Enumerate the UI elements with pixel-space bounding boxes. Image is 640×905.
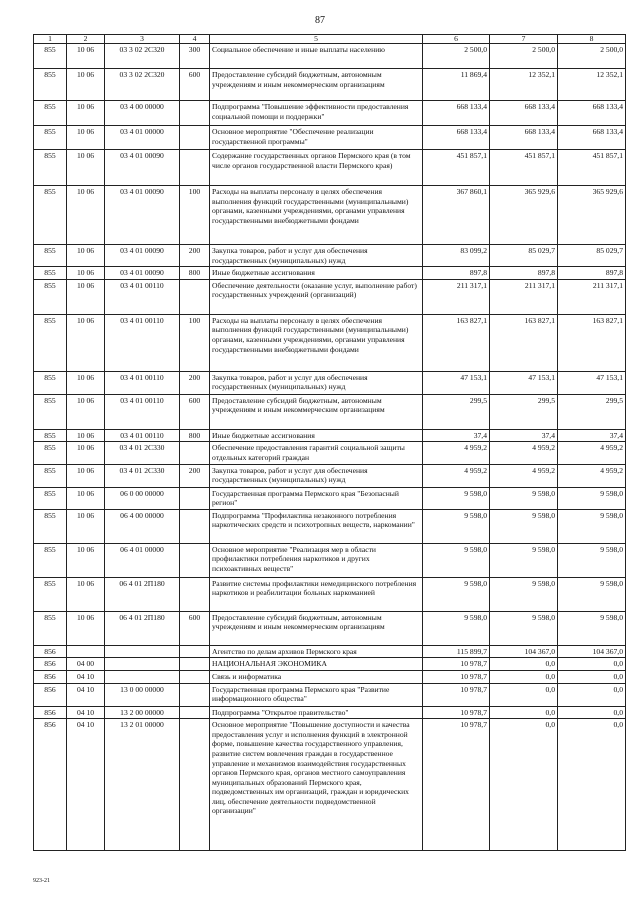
amount-col7-cell: 85 029,7 [490, 245, 558, 267]
table-row [34, 126, 626, 150]
expense-type-cell [180, 719, 210, 851]
target-article-cell: 03 4 01 2С330 [105, 464, 180, 487]
expense-type-cell: 300 [180, 44, 210, 69]
agency-code-cell: 855 [34, 611, 67, 645]
section-code-cell: 10 06 [67, 577, 105, 611]
section-code-cell: 10 06 [67, 186, 105, 245]
table-row [34, 371, 626, 394]
target-article-cell: 03 4 00 00000 [105, 101, 180, 126]
table-row [34, 186, 626, 245]
agency-code-cell: 855 [34, 314, 67, 371]
description-cell: Расходы на выплаты персоналу в целях обеспечения выполнения функций государственными (муниципальными) органами, казенными учреждениями, органами управления государственными внебюджетными фондами [210, 314, 423, 371]
agency-code-cell: 855 [34, 245, 67, 267]
description-cell: Предоставление субсидий бюджетным, автономным учреждениям и иным некоммерческим организациям [210, 611, 423, 645]
agency-code-cell: 855 [34, 150, 67, 186]
amount-col7-cell: 299,5 [490, 394, 558, 429]
amount-col7-cell: 9 598,0 [490, 543, 558, 577]
section-code-cell: 10 06 [67, 126, 105, 150]
amount-col7-cell: 2 500,0 [490, 44, 558, 69]
target-article-cell: 03 4 01 00110 [105, 371, 180, 394]
amount-col8-cell: 37,4 [558, 429, 626, 442]
footer-code: 923-21 [33, 878, 50, 884]
expense-type-cell [180, 150, 210, 186]
section-code-cell: 10 06 [67, 150, 105, 186]
description-cell: Обеспечение предоставления гарантий социальной защиты отдельных категорий граждан [210, 442, 423, 464]
amount-col8-cell: 0,0 [558, 658, 626, 671]
description-cell: Агентство по делам архивов Пермского края [210, 645, 423, 658]
amount-col7-cell: 0,0 [490, 706, 558, 719]
expense-type-cell: 800 [180, 429, 210, 442]
section-code-cell: 10 06 [67, 69, 105, 101]
header-cell: 7 [490, 35, 558, 44]
section-code-cell: 10 06 [67, 429, 105, 442]
target-article-cell [105, 645, 180, 658]
description-cell: Иные бюджетные ассигнования [210, 429, 423, 442]
target-article-cell: 03 4 01 00110 [105, 314, 180, 371]
amount-col6-cell: 9 598,0 [423, 487, 490, 509]
amount-col8-cell: 163 827,1 [558, 314, 626, 371]
table-row [34, 645, 626, 658]
section-code-cell: 10 06 [67, 314, 105, 371]
section-code-cell: 10 06 [67, 245, 105, 267]
agency-code-cell: 855 [34, 44, 67, 69]
amount-col8-cell: 299,5 [558, 394, 626, 429]
table-row [34, 658, 626, 671]
target-article-cell: 03 4 01 00110 [105, 394, 180, 429]
expense-type-cell: 600 [180, 394, 210, 429]
budget-table [33, 34, 626, 851]
target-article-cell: 06 4 01 00000 [105, 543, 180, 577]
amount-col8-cell: 668 133,4 [558, 101, 626, 126]
expense-type-cell: 600 [180, 611, 210, 645]
table-row [34, 101, 626, 126]
target-article-cell: 03 4 01 00110 [105, 279, 180, 314]
agency-code-cell: 855 [34, 101, 67, 126]
amount-col6-cell: 163 827,1 [423, 314, 490, 371]
amount-col6-cell: 4 959,2 [423, 464, 490, 487]
description-cell: Развитие системы профилактики немедицинского потребления наркотиков и реабилитации больных наркоманией [210, 577, 423, 611]
description-cell: Государственная программа Пермского края "Безопасный регион" [210, 487, 423, 509]
amount-col6-cell: 47 153,1 [423, 371, 490, 394]
amount-col6-cell: 10 978,7 [423, 706, 490, 719]
amount-col8-cell: 9 598,0 [558, 611, 626, 645]
description-cell: Социальное обеспечение и иные выплаты населению [210, 44, 423, 69]
expense-type-cell [180, 101, 210, 126]
section-code-cell: 10 06 [67, 44, 105, 69]
amount-col6-cell: 451 857,1 [423, 150, 490, 186]
section-code-cell: 10 06 [67, 543, 105, 577]
table-row [34, 69, 626, 101]
description-cell: НАЦИОНАЛЬНАЯ ЭКОНОМИКА [210, 658, 423, 671]
table-row [34, 719, 626, 851]
table-row [34, 487, 626, 509]
amount-col7-cell: 4 959,2 [490, 442, 558, 464]
section-code-cell: 04 00 [67, 658, 105, 671]
amount-col7-cell: 9 598,0 [490, 577, 558, 611]
amount-col6-cell: 9 598,0 [423, 509, 490, 543]
amount-col6-cell: 668 133,4 [423, 101, 490, 126]
agency-code-cell: 856 [34, 683, 67, 706]
agency-code-cell: 855 [34, 371, 67, 394]
target-article-cell [105, 670, 180, 683]
section-code-cell: 10 06 [67, 442, 105, 464]
table-row [34, 509, 626, 543]
table-row [34, 314, 626, 371]
description-cell: Связь и информатика [210, 670, 423, 683]
section-code-cell [67, 645, 105, 658]
header-cell: 4 [180, 35, 210, 44]
amount-col7-cell: 0,0 [490, 670, 558, 683]
target-article-cell: 03 4 01 00000 [105, 126, 180, 150]
expense-type-cell [180, 509, 210, 543]
section-code-cell: 10 06 [67, 371, 105, 394]
description-cell: Подпрограмма "Повышение эффективности предоставления социальной помощи и поддержки" [210, 101, 423, 126]
header-cell: 2 [67, 35, 105, 44]
amount-col6-cell: 11 869,4 [423, 69, 490, 101]
agency-code-cell: 855 [34, 186, 67, 245]
target-article-cell [105, 658, 180, 671]
agency-code-cell: 856 [34, 645, 67, 658]
amount-col8-cell: 12 352,1 [558, 69, 626, 101]
amount-col7-cell: 668 133,4 [490, 126, 558, 150]
description-cell: Основное мероприятие "Обеспечение реализации государственной программы" [210, 126, 423, 150]
table-row [34, 577, 626, 611]
section-code-cell: 10 06 [67, 487, 105, 509]
table-row [34, 267, 626, 280]
agency-code-cell: 856 [34, 670, 67, 683]
description-cell: Содержание государственных органов Пермского края (в том числе органов государственной власти Пермского края) [210, 150, 423, 186]
amount-col8-cell: 897,8 [558, 267, 626, 280]
table-row [34, 442, 626, 464]
section-code-cell: 10 06 [67, 267, 105, 280]
agency-code-cell: 855 [34, 69, 67, 101]
table-row [34, 429, 626, 442]
description-cell: Закупка товаров, работ и услуг для обеспечения государственных (муниципальных) нужд [210, 245, 423, 267]
amount-col8-cell: 0,0 [558, 719, 626, 851]
expense-type-cell [180, 442, 210, 464]
table-row [34, 44, 626, 69]
amount-col7-cell: 9 598,0 [490, 487, 558, 509]
table-row [34, 670, 626, 683]
section-code-cell: 10 06 [67, 394, 105, 429]
page-number: 87 [315, 15, 325, 26]
table-row [34, 543, 626, 577]
target-article-cell: 03 4 01 00110 [105, 429, 180, 442]
section-code-cell: 04 10 [67, 719, 105, 851]
description-cell: Основное мероприятие "Повышение доступности и качества предоставления услуг и исполнения функций в электронной форме, повышение качества государственного управления, развитие систем вовлечения граждан в государственное управление и механизмов взаимодействия государственных органов Пермского края, органов местного самоуправления муниципальных образований Пермского края, подведомственных им организаций, граждан и юридических лиц, обеспечение деятельности подведомственной организации" [210, 719, 423, 851]
amount-col8-cell: 9 598,0 [558, 577, 626, 611]
amount-col8-cell: 0,0 [558, 706, 626, 719]
amount-col7-cell: 897,8 [490, 267, 558, 280]
amount-col7-cell: 451 857,1 [490, 150, 558, 186]
expense-type-cell [180, 279, 210, 314]
agency-code-cell: 855 [34, 509, 67, 543]
table-row [34, 611, 626, 645]
table-row [34, 150, 626, 186]
agency-code-cell: 856 [34, 706, 67, 719]
amount-col6-cell: 9 598,0 [423, 577, 490, 611]
section-code-cell: 10 06 [67, 611, 105, 645]
amount-col6-cell: 115 899,7 [423, 645, 490, 658]
amount-col7-cell: 9 598,0 [490, 509, 558, 543]
section-code-cell: 04 10 [67, 670, 105, 683]
amount-col6-cell: 211 317,1 [423, 279, 490, 314]
amount-col7-cell: 163 827,1 [490, 314, 558, 371]
expense-type-cell [180, 683, 210, 706]
agency-code-cell: 856 [34, 719, 67, 851]
section-code-cell: 10 06 [67, 101, 105, 126]
amount-col7-cell: 668 133,4 [490, 101, 558, 126]
amount-col7-cell: 4 959,2 [490, 464, 558, 487]
expense-type-cell: 200 [180, 245, 210, 267]
description-cell: Государственная программа Пермского края "Развитие информационного общества" [210, 683, 423, 706]
amount-col6-cell: 668 133,4 [423, 126, 490, 150]
expense-type-cell: 600 [180, 69, 210, 101]
amount-col6-cell: 10 978,7 [423, 719, 490, 851]
agency-code-cell: 855 [34, 442, 67, 464]
description-cell: Основное мероприятие "Реализация мер в области профилактики потребления наркотиков и других психоактивных веществ" [210, 543, 423, 577]
header-cell: 3 [105, 35, 180, 44]
amount-col7-cell: 47 153,1 [490, 371, 558, 394]
amount-col7-cell: 0,0 [490, 658, 558, 671]
amount-col7-cell: 0,0 [490, 683, 558, 706]
section-code-cell: 10 06 [67, 279, 105, 314]
header-cell: 8 [558, 35, 626, 44]
amount-col8-cell: 9 598,0 [558, 509, 626, 543]
expense-type-cell: 100 [180, 314, 210, 371]
expense-type-cell: 200 [180, 464, 210, 487]
expense-type-cell [180, 645, 210, 658]
header-cell: 6 [423, 35, 490, 44]
amount-col8-cell: 85 029,7 [558, 245, 626, 267]
amount-col7-cell: 104 367,0 [490, 645, 558, 658]
table-row [34, 279, 626, 314]
agency-code-cell: 855 [34, 577, 67, 611]
header-cell: 5 [210, 35, 423, 44]
description-cell: Подпрограмма "Профилактика незаконного потребления наркотических средств и психотропных веществ, наркомании" [210, 509, 423, 543]
amount-col6-cell: 9 598,0 [423, 611, 490, 645]
target-article-cell: 03 4 01 2С330 [105, 442, 180, 464]
description-cell: Предоставление субсидий бюджетным, автономным учреждениям и иным некоммерческим организациям [210, 69, 423, 101]
amount-col8-cell: 451 857,1 [558, 150, 626, 186]
section-code-cell: 04 10 [67, 683, 105, 706]
target-article-cell: 03 3 02 2С320 [105, 44, 180, 69]
description-cell: Закупка товаров, работ и услуг для обеспечения государственных (муниципальных) нужд [210, 371, 423, 394]
amount-col6-cell: 897,8 [423, 267, 490, 280]
expense-type-cell [180, 658, 210, 671]
agency-code-cell: 855 [34, 267, 67, 280]
table-row [34, 245, 626, 267]
target-article-cell: 03 4 01 00090 [105, 245, 180, 267]
amount-col6-cell: 83 099,2 [423, 245, 490, 267]
target-article-cell: 03 4 01 00090 [105, 186, 180, 245]
amount-col8-cell: 4 959,2 [558, 464, 626, 487]
target-article-cell: 06 4 00 00000 [105, 509, 180, 543]
table-row [34, 464, 626, 487]
target-article-cell: 03 4 01 00090 [105, 150, 180, 186]
amount-col6-cell: 37,4 [423, 429, 490, 442]
amount-col6-cell: 4 959,2 [423, 442, 490, 464]
amount-col8-cell: 0,0 [558, 670, 626, 683]
amount-col7-cell: 12 352,1 [490, 69, 558, 101]
expense-type-cell [180, 577, 210, 611]
agency-code-cell: 855 [34, 126, 67, 150]
agency-code-cell: 855 [34, 487, 67, 509]
target-article-cell: 03 3 02 2С320 [105, 69, 180, 101]
expense-type-cell [180, 487, 210, 509]
agency-code-cell: 855 [34, 464, 67, 487]
section-code-cell: 10 06 [67, 464, 105, 487]
agency-code-cell: 856 [34, 658, 67, 671]
amount-col6-cell: 299,5 [423, 394, 490, 429]
amount-col7-cell: 365 929,6 [490, 186, 558, 245]
amount-col6-cell: 9 598,0 [423, 543, 490, 577]
amount-col6-cell: 2 500,0 [423, 44, 490, 69]
amount-col7-cell: 211 317,1 [490, 279, 558, 314]
amount-col7-cell: 37,4 [490, 429, 558, 442]
description-cell: Закупка товаров, работ и услуг для обеспечения государственных (муниципальных) нужд [210, 464, 423, 487]
target-article-cell: 13 2 01 00000 [105, 719, 180, 851]
table-header-row [34, 35, 626, 44]
agency-code-cell: 855 [34, 279, 67, 314]
expense-type-cell [180, 706, 210, 719]
amount-col6-cell: 10 978,7 [423, 683, 490, 706]
amount-col7-cell: 0,0 [490, 719, 558, 851]
agency-code-cell: 855 [34, 429, 67, 442]
description-cell: Подпрограмма "Открытое правительство" [210, 706, 423, 719]
target-article-cell: 06 0 00 00000 [105, 487, 180, 509]
amount-col6-cell: 10 978,7 [423, 670, 490, 683]
expense-type-cell [180, 126, 210, 150]
description-cell: Иные бюджетные ассигнования [210, 267, 423, 280]
table-row [34, 394, 626, 429]
target-article-cell: 06 4 01 2П180 [105, 611, 180, 645]
section-code-cell: 10 06 [67, 509, 105, 543]
table-row [34, 683, 626, 706]
amount-col7-cell: 9 598,0 [490, 611, 558, 645]
target-article-cell: 06 4 01 2П180 [105, 577, 180, 611]
amount-col8-cell: 2 500,0 [558, 44, 626, 69]
section-code-cell: 04 10 [67, 706, 105, 719]
description-cell: Обеспечение деятельности (оказание услуг, выполнение работ) государственных учреждений (организаций) [210, 279, 423, 314]
target-article-cell: 13 2 00 00000 [105, 706, 180, 719]
amount-col6-cell: 367 860,1 [423, 186, 490, 245]
expense-type-cell: 200 [180, 371, 210, 394]
amount-col6-cell: 10 978,7 [423, 658, 490, 671]
amount-col8-cell: 668 133,4 [558, 126, 626, 150]
expense-type-cell: 100 [180, 186, 210, 245]
header-cell: 1 [34, 35, 67, 44]
description-cell: Расходы на выплаты персоналу в целях обеспечения выполнения функций государственными (муниципальными) органами, казенными учреждениями, органами управления государственными внебюджетными фондами [210, 186, 423, 245]
expense-type-cell [180, 670, 210, 683]
target-article-cell: 03 4 01 00090 [105, 267, 180, 280]
amount-col8-cell: 9 598,0 [558, 487, 626, 509]
expense-type-cell [180, 543, 210, 577]
amount-col8-cell: 0,0 [558, 683, 626, 706]
amount-col8-cell: 4 959,2 [558, 442, 626, 464]
agency-code-cell: 855 [34, 394, 67, 429]
amount-col8-cell: 9 598,0 [558, 543, 626, 577]
amount-col8-cell: 211 317,1 [558, 279, 626, 314]
table-row [34, 706, 626, 719]
expense-type-cell: 800 [180, 267, 210, 280]
amount-col8-cell: 104 367,0 [558, 645, 626, 658]
amount-col8-cell: 47 153,1 [558, 371, 626, 394]
amount-col8-cell: 365 929,6 [558, 186, 626, 245]
target-article-cell: 13 0 00 00000 [105, 683, 180, 706]
description-cell: Предоставление субсидий бюджетным, автономным учреждениям и иным некоммерческим организациям [210, 394, 423, 429]
agency-code-cell: 855 [34, 543, 67, 577]
